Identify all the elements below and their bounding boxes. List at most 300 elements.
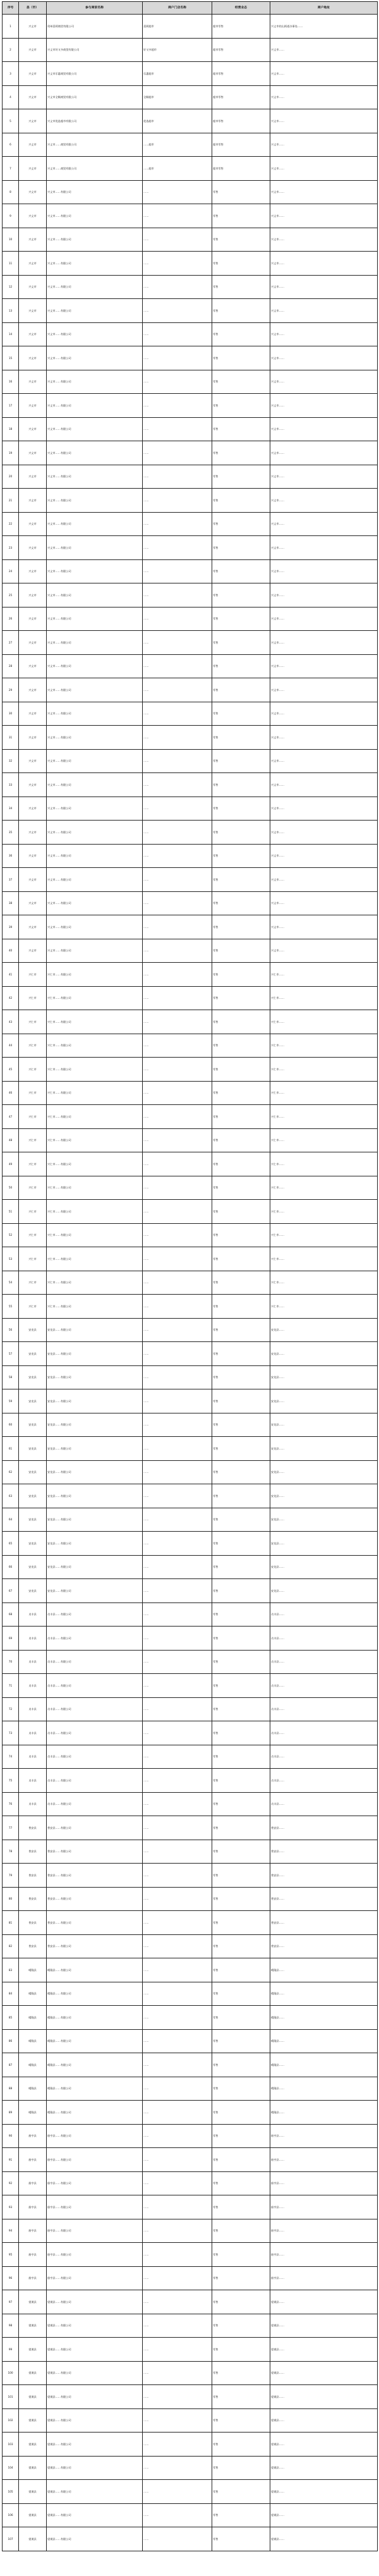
row-store: …… — [143, 702, 212, 726]
row-address: 兴义市…… — [270, 133, 378, 157]
row-seq: 4 — [3, 85, 19, 109]
row-category: 零售 — [212, 465, 270, 489]
row-address: 册亨县…… — [270, 2148, 378, 2172]
row-enterprise: 贞丰县……有限公司 — [47, 1792, 143, 1816]
row-enterprise: 兴义市……有限公司 — [47, 868, 143, 892]
table-row — [3, 821, 378, 845]
row-address: 晴隆县…… — [270, 2006, 378, 2030]
row-address: 贞丰县…… — [270, 1721, 378, 1745]
row-seq: 2 — [3, 38, 19, 62]
row-seq: 54 — [3, 1271, 19, 1295]
table-row — [3, 2385, 378, 2409]
table-row — [3, 252, 378, 276]
row-enterprise: 兴义市……有限公司 — [47, 252, 143, 276]
row-address: 兴仁市…… — [270, 1176, 378, 1200]
row-category: 零售 — [212, 607, 270, 631]
row-address: 册亨县…… — [270, 2266, 378, 2290]
row-region: 安龙县 — [19, 1555, 47, 1579]
row-category: 零售 — [212, 1176, 270, 1200]
row-category: 零售 — [212, 1674, 270, 1698]
row-address: 安龙县…… — [270, 1555, 378, 1579]
table-row — [3, 1342, 378, 1366]
table-row — [3, 797, 378, 821]
row-enterprise: 兴仁市……有限公司 — [47, 1081, 143, 1105]
row-store: …… — [143, 773, 212, 797]
row-region: 册亨县 — [19, 2195, 47, 2219]
row-enterprise: 兴仁市……有限公司 — [47, 1128, 143, 1152]
row-region: 安龙县 — [19, 1365, 47, 1389]
row-enterprise: 望谟县……有限公司 — [47, 2314, 143, 2338]
table-row — [3, 1745, 378, 1769]
table-row — [3, 2148, 378, 2172]
row-category: 零售 — [212, 1034, 270, 1058]
row-enterprise: 贵州喜阿商贸有限公司 — [47, 15, 143, 39]
row-category: 零售 — [212, 2314, 270, 2338]
table-row — [3, 2243, 378, 2267]
row-address: 望谟县…… — [270, 2527, 378, 2551]
row-category: 零售 — [212, 1413, 270, 1437]
row-store: …… — [143, 1413, 212, 1437]
row-enterprise: 兴义市……有限公司 — [47, 204, 143, 228]
row-address: 安龙县…… — [270, 1413, 378, 1437]
row-region: 普安县 — [19, 1864, 47, 1888]
row-seq: 8 — [3, 180, 19, 204]
table-row — [3, 299, 378, 323]
row-region: 兴义市 — [19, 489, 47, 513]
row-category: 零售 — [212, 891, 270, 915]
row-store: …… — [143, 607, 212, 631]
row-category: 零售 — [212, 1318, 270, 1342]
row-enterprise: 兴义市……有限公司 — [47, 512, 143, 536]
row-store: …… — [143, 2101, 212, 2125]
row-address: 安龙县…… — [270, 1365, 378, 1389]
row-seq: 70 — [3, 1650, 19, 1674]
row-store: …… — [143, 2124, 212, 2148]
row-category: 零售 — [212, 844, 270, 868]
row-category: 零售 — [212, 1010, 270, 1034]
table-row — [3, 773, 378, 797]
table-row — [3, 1887, 378, 1911]
row-store: …… — [143, 1342, 212, 1366]
table-row — [3, 1128, 378, 1152]
table-row — [3, 1176, 378, 1200]
row-seq: 27 — [3, 631, 19, 655]
row-category: 零售 — [212, 1271, 270, 1295]
row-store: …… — [143, 1532, 212, 1556]
row-seq: 19 — [3, 441, 19, 465]
row-region: 兴仁市 — [19, 1223, 47, 1247]
row-address: 望谟县…… — [270, 2314, 378, 2338]
row-enterprise: 兴义市……有限公司 — [47, 797, 143, 821]
row-seq: 37 — [3, 868, 19, 892]
row-seq: 93 — [3, 2195, 19, 2219]
row-address: 兴义市…… — [270, 536, 378, 560]
row-region: 兴义市 — [19, 38, 47, 62]
table-row — [3, 844, 378, 868]
row-enterprise: 兴义市……有限公司 — [47, 346, 143, 370]
row-enterprise: 册亨县……有限公司 — [47, 2243, 143, 2267]
row-region: 兴仁市 — [19, 1105, 47, 1129]
row-region: 望谟县 — [19, 2527, 47, 2551]
row-region: 兴义市 — [19, 773, 47, 797]
row-seq: 91 — [3, 2148, 19, 2172]
row-address: 普安县…… — [270, 1864, 378, 1888]
row-address: 兴义市…… — [270, 797, 378, 821]
row-seq: 13 — [3, 299, 19, 323]
row-seq: 24 — [3, 559, 19, 583]
row-store: …… — [143, 2480, 212, 2504]
row-store: …… — [143, 1295, 212, 1319]
row-store: …… — [143, 1650, 212, 1674]
row-store: ……超市 — [143, 157, 212, 181]
row-enterprise: 安龙县……有限公司 — [47, 1508, 143, 1532]
row-category: 零售 — [212, 346, 270, 370]
row-region: 望谟县 — [19, 2361, 47, 2385]
row-enterprise: 册亨县……有限公司 — [47, 2219, 143, 2243]
row-region: 安龙县 — [19, 1508, 47, 1532]
row-seq: 82 — [3, 1934, 19, 1958]
table-row — [3, 1650, 378, 1674]
row-region: 册亨县 — [19, 2243, 47, 2267]
row-store: …… — [143, 489, 212, 513]
row-category: 零售 — [212, 1745, 270, 1769]
row-category: 零售 — [212, 2433, 270, 2457]
row-category: 零售 — [212, 1958, 270, 1982]
row-region: 册亨县 — [19, 2266, 47, 2290]
row-region: 兴义市 — [19, 512, 47, 536]
row-category: 零售 — [212, 2124, 270, 2148]
row-enterprise: 望谟县……有限公司 — [47, 2433, 143, 2457]
row-enterprise: 兴义市……有限公司 — [47, 891, 143, 915]
row-store: …… — [143, 1176, 212, 1200]
row-category: 零售 — [212, 1697, 270, 1721]
table-row — [3, 394, 378, 418]
row-region: 兴义市 — [19, 702, 47, 726]
row-address: 贞丰县…… — [270, 1602, 378, 1627]
row-category: 零售 — [212, 417, 270, 441]
row-store: …… — [143, 1792, 212, 1816]
row-store: …… — [143, 1389, 212, 1413]
row-enterprise: 望谟县……有限公司 — [47, 2503, 143, 2527]
row-enterprise: 兴义市……有限公司 — [47, 417, 143, 441]
row-category: 零售 — [212, 370, 270, 394]
row-store: …… — [143, 963, 212, 987]
row-address: 兴仁市…… — [270, 1128, 378, 1152]
row-enterprise: 安龙县……有限公司 — [47, 1484, 143, 1508]
row-seq: 102 — [3, 2408, 19, 2433]
row-enterprise: 望谟县……有限公司 — [47, 2456, 143, 2480]
row-seq: 18 — [3, 417, 19, 441]
row-address: 兴仁市…… — [270, 963, 378, 987]
row-address: 贞丰县…… — [270, 1697, 378, 1721]
row-store: …… — [143, 678, 212, 702]
row-address: 安龙县…… — [270, 1484, 378, 1508]
row-enterprise: 望谟县……有限公司 — [47, 2338, 143, 2362]
row-seq: 40 — [3, 939, 19, 963]
row-enterprise: 安龙县……有限公司 — [47, 1318, 143, 1342]
row-seq: 66 — [3, 1555, 19, 1579]
row-store: …… — [143, 180, 212, 204]
table-row — [3, 559, 378, 583]
table-row — [3, 915, 378, 939]
row-store: …… — [143, 1602, 212, 1627]
row-store: …… — [143, 536, 212, 560]
row-enterprise: 兴义市乐惠商贸有限公司 — [47, 62, 143, 86]
row-store: …… — [143, 394, 212, 418]
row-category: 零售 — [212, 1532, 270, 1556]
row-address: 兴义市…… — [270, 512, 378, 536]
row-enterprise: 兴义市……有限公司 — [47, 844, 143, 868]
row-address: 望谟县…… — [270, 2290, 378, 2314]
row-enterprise: 兴仁市……有限公司 — [47, 1152, 143, 1176]
table-row — [3, 2029, 378, 2053]
row-address: 兴义市…… — [270, 749, 378, 773]
row-address: 兴义市…… — [270, 891, 378, 915]
table-row — [3, 2408, 378, 2433]
row-store: …… — [143, 252, 212, 276]
table-row — [3, 1579, 378, 1603]
row-store: …… — [143, 1437, 212, 1461]
row-seq: 99 — [3, 2338, 19, 2362]
row-store: …… — [143, 1982, 212, 2006]
row-enterprise: 兴义市……有限公司 — [47, 821, 143, 845]
row-seq: 95 — [3, 2243, 19, 2267]
row-category: 零售 — [212, 2171, 270, 2195]
row-enterprise: 普安县……有限公司 — [47, 1911, 143, 1935]
table-row — [3, 346, 378, 370]
row-category: 零售 — [212, 1081, 270, 1105]
row-address: 兴义市…… — [270, 38, 378, 62]
row-region: 兴仁市 — [19, 1247, 47, 1271]
row-seq: 12 — [3, 275, 19, 299]
row-seq: 90 — [3, 2124, 19, 2148]
row-region: 望谟县 — [19, 2503, 47, 2527]
row-seq: 45 — [3, 1058, 19, 1082]
header-category: 经营业态 — [212, 2, 270, 15]
row-store: …… — [143, 2219, 212, 2243]
row-region: 贞丰县 — [19, 1602, 47, 1627]
row-region: 兴义市 — [19, 891, 47, 915]
table-row — [3, 1555, 378, 1579]
row-seq: 33 — [3, 773, 19, 797]
row-seq: 105 — [3, 2480, 19, 2504]
row-seq: 65 — [3, 1532, 19, 1556]
row-region: 兴义市 — [19, 204, 47, 228]
row-enterprise: 兴义市……商贸有限公司 — [47, 133, 143, 157]
row-category: 零售 — [212, 2385, 270, 2409]
row-region: 贞丰县 — [19, 1674, 47, 1698]
row-store: …… — [143, 2006, 212, 2030]
row-seq: 107 — [3, 2527, 19, 2551]
row-category: 零售 — [212, 322, 270, 346]
row-store: 全顺超市 — [143, 85, 212, 109]
row-store: …… — [143, 2290, 212, 2314]
row-region: 兴仁市 — [19, 1058, 47, 1082]
row-enterprise: 普安县……有限公司 — [47, 1864, 143, 1888]
row-region: 兴仁市 — [19, 963, 47, 987]
table-row — [3, 133, 378, 157]
row-enterprise: 望谟县……有限公司 — [47, 2385, 143, 2409]
row-store: …… — [143, 631, 212, 655]
row-seq: 36 — [3, 844, 19, 868]
row-store: …… — [143, 1864, 212, 1888]
row-address: 兴义市…… — [270, 370, 378, 394]
row-seq: 46 — [3, 1081, 19, 1105]
row-category: 零售 — [212, 702, 270, 726]
row-store: …… — [143, 2029, 212, 2053]
row-region: 普安县 — [19, 1816, 47, 1840]
row-enterprise: 晴隆县……有限公司 — [47, 1958, 143, 1982]
row-seq: 3 — [3, 62, 19, 86]
row-store: …… — [143, 1034, 212, 1058]
row-category: 零售 — [212, 1365, 270, 1389]
row-store: …… — [143, 441, 212, 465]
row-store: …… — [143, 1958, 212, 1982]
row-region: 普安县 — [19, 1887, 47, 1911]
table-row — [3, 322, 378, 346]
row-seq: 52 — [3, 1223, 19, 1247]
table-row — [3, 702, 378, 726]
row-region: 兴义市 — [19, 726, 47, 750]
row-seq: 101 — [3, 2385, 19, 2409]
row-region: 安龙县 — [19, 1437, 47, 1461]
row-address: 兴仁市…… — [270, 1081, 378, 1105]
row-address: 兴义市…… — [270, 489, 378, 513]
row-address: 兴义市…… — [270, 939, 378, 963]
row-enterprise: 贞丰县……有限公司 — [47, 1650, 143, 1674]
row-region: 安龙县 — [19, 1318, 47, 1342]
row-store: …… — [143, 1769, 212, 1793]
row-store: …… — [143, 2148, 212, 2172]
row-address: 兴义市…… — [270, 915, 378, 939]
row-store: …… — [143, 2053, 212, 2077]
row-address: 兴仁市…… — [270, 1152, 378, 1176]
row-category: 零售 — [212, 536, 270, 560]
row-store: …… — [143, 2527, 212, 2551]
table-row — [3, 2101, 378, 2125]
row-seq: 92 — [3, 2171, 19, 2195]
row-region: 望谟县 — [19, 2433, 47, 2457]
row-address: 册亨县…… — [270, 2219, 378, 2243]
table-row — [3, 1674, 378, 1698]
row-category: 零售 — [212, 1223, 270, 1247]
row-region: 兴义市 — [19, 133, 47, 157]
row-seq: 22 — [3, 512, 19, 536]
table-row — [3, 749, 378, 773]
row-category: 零售 — [212, 275, 270, 299]
row-enterprise: 兴义市……有限公司 — [47, 607, 143, 631]
row-seq: 58 — [3, 1365, 19, 1389]
row-region: 兴义市 — [19, 915, 47, 939]
row-store: …… — [143, 1128, 212, 1152]
row-address: 兴义市…… — [270, 109, 378, 133]
table-row — [3, 2171, 378, 2195]
row-region: 兴义市 — [19, 654, 47, 678]
row-enterprise: 兴义市……有限公司 — [47, 631, 143, 655]
table-row — [3, 2456, 378, 2480]
row-category: 零售 — [212, 1816, 270, 1840]
row-address: 册亨县…… — [270, 2243, 378, 2267]
table-row — [3, 180, 378, 204]
row-seq: 84 — [3, 1982, 19, 2006]
row-store: …… — [143, 1484, 212, 1508]
row-seq: 49 — [3, 1152, 19, 1176]
row-seq: 55 — [3, 1295, 19, 1319]
row-address: 兴义市…… — [270, 726, 378, 750]
table-row — [3, 2338, 378, 2362]
table-body — [3, 15, 378, 2551]
row-seq: 41 — [3, 963, 19, 987]
row-region: 贞丰县 — [19, 1769, 47, 1793]
table-row — [3, 2195, 378, 2219]
table-row — [3, 15, 378, 39]
row-store: …… — [143, 821, 212, 845]
row-region: 兴义市 — [19, 228, 47, 252]
table-row — [3, 868, 378, 892]
row-enterprise: 安龙县……有限公司 — [47, 1413, 143, 1437]
row-enterprise: 晴隆县……有限公司 — [47, 2053, 143, 2077]
row-enterprise: 望谟县……有限公司 — [47, 2527, 143, 2551]
row-store: …… — [143, 749, 212, 773]
row-enterprise: 兴义市……有限公司 — [47, 559, 143, 583]
row-enterprise: 兴义市优选超市有限公司 — [47, 109, 143, 133]
row-address: 兴义市…… — [270, 299, 378, 323]
row-store: …… — [143, 1911, 212, 1935]
row-store: 优选超市 — [143, 109, 212, 133]
row-category: 零售 — [212, 1484, 270, 1508]
row-address: 册亨县…… — [270, 2195, 378, 2219]
row-address: 普安县…… — [270, 1934, 378, 1958]
table-row — [3, 489, 378, 513]
row-region: 贞丰县 — [19, 1627, 47, 1651]
row-address: 册亨县…… — [270, 2124, 378, 2148]
row-enterprise: 册亨县……有限公司 — [47, 2124, 143, 2148]
row-store: 好又多超市 — [143, 38, 212, 62]
row-address: 安龙县…… — [270, 1460, 378, 1484]
row-seq: 21 — [3, 489, 19, 513]
row-seq: 63 — [3, 1484, 19, 1508]
row-seq: 7 — [3, 157, 19, 181]
row-category: 零售 — [212, 441, 270, 465]
row-region: 兴仁市 — [19, 1152, 47, 1176]
row-address: 兴仁市…… — [270, 1010, 378, 1034]
row-enterprise: 兴义市……有限公司 — [47, 654, 143, 678]
row-address: 晴隆县…… — [270, 2077, 378, 2101]
table-row — [3, 2219, 378, 2243]
table-row — [3, 2077, 378, 2101]
row-enterprise: 兴义市……有限公司 — [47, 322, 143, 346]
row-seq: 81 — [3, 1911, 19, 1935]
row-category: 零售 — [212, 1911, 270, 1935]
table-row — [3, 1437, 378, 1461]
table-row — [3, 512, 378, 536]
row-store: …… — [143, 2195, 212, 2219]
row-enterprise: 贞丰县……有限公司 — [47, 1602, 143, 1627]
row-store: …… — [143, 1508, 212, 1532]
row-address: 兴义市…… — [270, 441, 378, 465]
row-category: 零售 — [212, 2219, 270, 2243]
row-region: 兴义市 — [19, 844, 47, 868]
row-address: 兴义市…… — [270, 583, 378, 607]
row-address: 望谟县…… — [270, 2408, 378, 2433]
row-category: 零售 — [212, 252, 270, 276]
row-region: 望谟县 — [19, 2480, 47, 2504]
row-store: …… — [143, 1674, 212, 1698]
row-category: 零售 — [212, 1555, 270, 1579]
row-region: 兴义市 — [19, 370, 47, 394]
row-enterprise: 兴仁市……有限公司 — [47, 1010, 143, 1034]
row-seq: 62 — [3, 1460, 19, 1484]
